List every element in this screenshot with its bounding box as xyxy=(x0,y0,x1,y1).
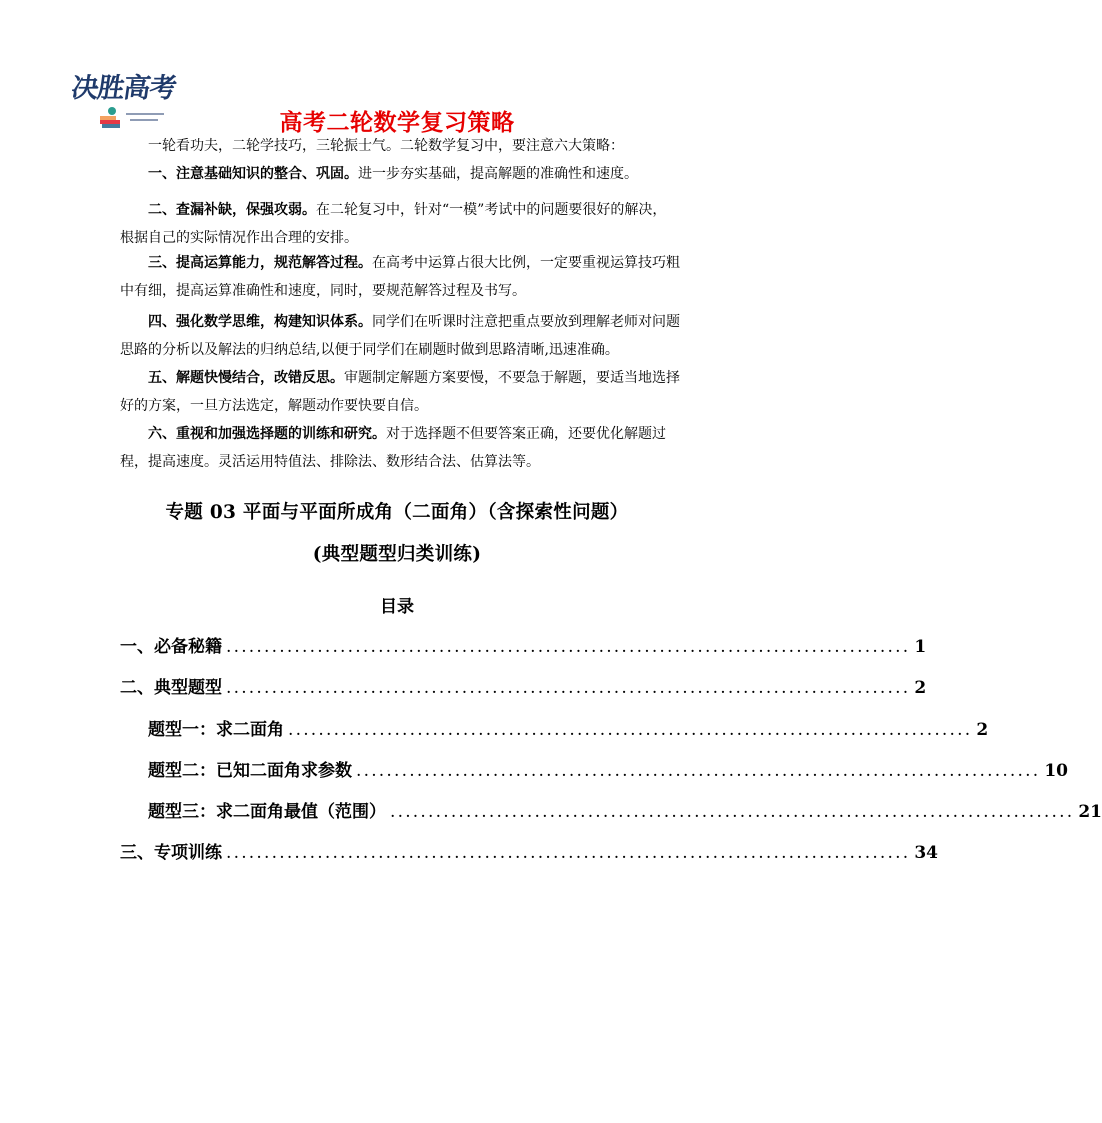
toc-item-tixing-2[interactable] xyxy=(148,756,1069,781)
toc-dots: .......................................................................................... xyxy=(226,843,911,863)
strategy-heading: 四、强化数学思维，构建知识体系。 xyxy=(148,314,372,330)
strategy-text: 在二轮复习中，针对“一模”考试中的问题要很好的解决，根据自己的实际情况作出合理的安排。 xyxy=(120,202,667,246)
strategy-5 xyxy=(120,364,680,420)
toc-item-zhuanxiang[interactable] xyxy=(120,838,939,863)
strategy-6 xyxy=(120,420,680,476)
toc-item-page: 10 xyxy=(1044,761,1069,781)
page-title: 高考二轮数学复习策略 xyxy=(279,110,515,136)
toc-item-page: 34 xyxy=(914,843,939,863)
strategy-heading: 二、查漏补缺，保强攻弱。 xyxy=(148,202,316,218)
toc-item-label: 题型三：求二面角最值（范围） xyxy=(148,802,386,822)
toc-item-dianxing[interactable] xyxy=(120,673,927,698)
topic-title: 专题 03 平面与平面所成角（二面角）（含探索性问题） xyxy=(165,502,629,523)
strategy-3 xyxy=(120,249,680,305)
toc-dots: .......................................................................................... xyxy=(226,678,911,698)
strategy-text: 对于选择题不但要答案正确，还要优化解题过程，提高速度。灵活运用特值法、排除法、数形结合法、估算法等。 xyxy=(120,426,666,470)
strategy-2 xyxy=(120,196,680,252)
toc-item-label: 二、典型题型 xyxy=(120,678,222,698)
toc-item-label: 题型一：求二面角 xyxy=(148,720,284,740)
strategy-text: 同学们在听课时注意把重点要放到理解老师对问题思路的分析以及解法的归纳总结,以便于同学们在刷题时做到思路清晰,迅速准确。 xyxy=(120,314,680,358)
toc-title: 目录 xyxy=(380,597,414,617)
toc-item-label: 一、必备秘籍 xyxy=(120,637,222,657)
strategy-heading: 三、提高运算能力，规范解答过程。 xyxy=(148,255,372,271)
toc-item-tixing-3[interactable] xyxy=(148,797,1102,822)
strategy-text: 进一步夯实基础，提高解题的准确性和速度。 xyxy=(358,166,638,182)
toc-item-tixing-1[interactable] xyxy=(148,715,989,740)
toc-dots: .......................................................................................... xyxy=(226,637,911,657)
toc-dots: .......................................................................................... xyxy=(356,761,1041,781)
strategy-heading: 五、解题快慢结合，改错反思。 xyxy=(148,370,344,386)
toc-dots: .......................................................................................... xyxy=(390,802,1075,822)
toc-item-page: 1 xyxy=(914,637,927,657)
strategy-text: 在高考中运算占很大比例，一定要重视运算技巧粗中有细，提高运算准确性和速度，同时，要规范解答过程及书写。 xyxy=(120,255,680,299)
toc-item-page: 21 xyxy=(1078,802,1102,822)
strategy-1 xyxy=(120,160,680,188)
intro-paragraph: 一轮看功夫，二轮学技巧，三轮振士气。二轮数学复习中，要注意六大策略： xyxy=(148,138,624,154)
toc-item-page: 2 xyxy=(914,678,927,698)
strategy-4 xyxy=(120,308,680,364)
toc-item-label: 题型二：已知二面角求参数 xyxy=(148,761,352,781)
toc-dots: .......................................................................................... xyxy=(288,720,973,740)
toc-item-bibei[interactable] xyxy=(120,632,927,657)
toc-item-page: 2 xyxy=(976,720,989,740)
strategy-heading: 一、注意基础知识的整合、巩固。 xyxy=(148,166,358,182)
strategy-heading: 六、重视和加强选择题的训练和研究。 xyxy=(148,426,386,442)
toc-item-label: 三、专项训练 xyxy=(120,843,222,863)
topic-subtitle: (典型题型归类训练) xyxy=(312,544,482,565)
logo-text: 决胜高考 xyxy=(69,73,178,104)
strategy-text: 审题制定解题方案要慢，不要急于解题，要适当地选择好的方案，一旦方法选定，解题动作要快要自信。 xyxy=(120,370,680,414)
